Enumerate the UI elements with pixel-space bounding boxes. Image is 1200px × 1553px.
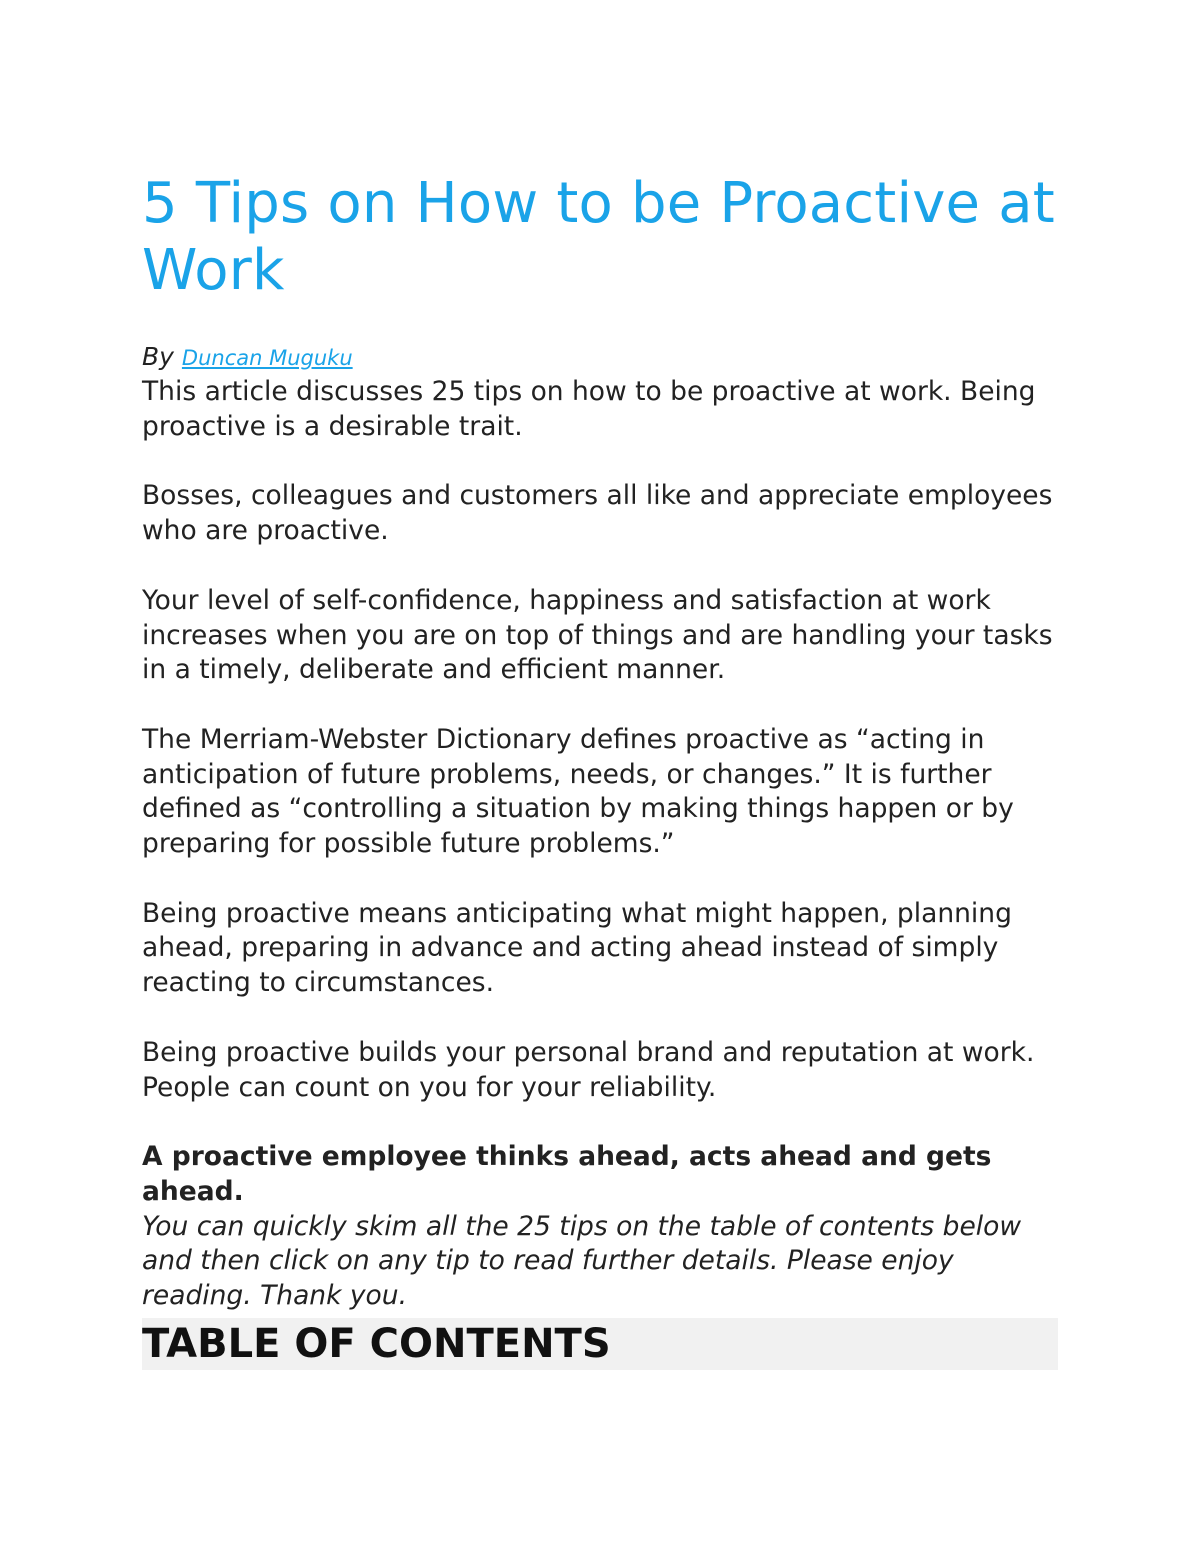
- toc-heading: TABLE OF CONTENTS: [142, 1318, 1058, 1370]
- paragraph-brand: Being proactive builds your personal brand and reputation at work. People can count on you for your reliability.: [142, 1036, 1035, 1103]
- highlight-statement: A proactive employee thinks ahead, acts ahead and gets ahead.: [142, 1141, 992, 1207]
- author-link[interactable]: Duncan Muguku: [181, 346, 353, 370]
- byline-prefix: By: [142, 342, 174, 371]
- byline: [142, 340, 1062, 375]
- skim-note: You can quickly skim all the 25 tips on the table of contents below and then click on any tip to read further details. Please enjoy reading. Thank you.: [142, 1210, 1022, 1312]
- paragraph-confidence: Your level of self-confidence, happiness and satisfaction at work increases when you are on top of things and are handling your tasks in a timely, deliberate and efficient manner.: [142, 584, 1053, 686]
- article-title: 5 Tips on How to be Proactive at Work: [142, 171, 1055, 303]
- paragraph-definition: The Merriam-Webster Dictionary defines proactive as “acting in anticipation of future problems, needs, or changes.” It is further defined as “controlling a situation by making things happen or by preparing for possible future problems.”: [142, 723, 1014, 860]
- paragraph-intro: This article discusses 25 tips on how to be proactive at work. Being proactive is a desirable trait.: [142, 376, 1036, 442]
- paragraph-bosses: Bosses, colleagues and customers all like and appreciate employees who are proactive.: [142, 480, 1053, 547]
- document-page: [142, 170, 1062, 1370]
- paragraph-anticipating: Being proactive means anticipating what might happen, planning ahead, preparing in advance and acting ahead instead of simply reacting to circumstances.: [142, 897, 1012, 999]
